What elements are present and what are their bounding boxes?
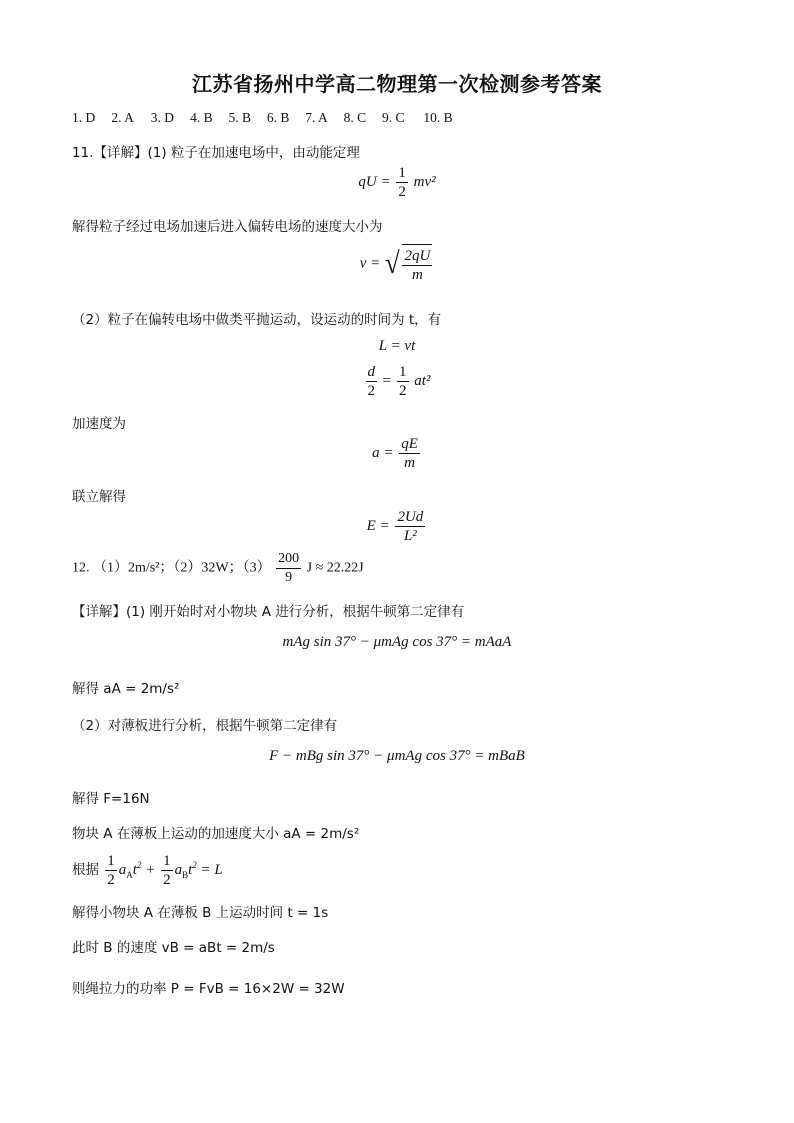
q11-eq3: L = vt <box>378 338 416 354</box>
answer-item: 2. A <box>111 110 134 125</box>
numerator: d <box>367 364 376 380</box>
denominator: 2 <box>398 184 406 200</box>
answer-item: 1. D <box>72 110 96 125</box>
fraction <box>395 508 425 545</box>
eq-rhs: mv² <box>413 173 436 190</box>
q12-heading <box>72 550 364 587</box>
sqrt-sign <box>384 244 434 284</box>
eq-lhs: qU = <box>358 173 391 190</box>
answer-item: 6. B <box>266 110 290 125</box>
denominator: 2 <box>399 383 407 399</box>
basis-equation: $\frac{1}{2}$ $a_At^2$ + $\frac{1}{2}$ $a_Bt^2 = L$ <box>107 853 223 888</box>
numerator: 1 <box>398 165 406 181</box>
numerator: 2Ud <box>397 509 424 525</box>
q12-power-text: 则绳拉力的功率 P = FvB = 16×2W = 32W <box>72 981 345 997</box>
eq-lhs: a = <box>372 444 394 461</box>
numerator: qE <box>401 436 418 452</box>
denominator: m <box>411 267 423 283</box>
eq-lhs: v = <box>359 255 381 272</box>
q12-basis <box>72 852 223 889</box>
numerator: 1 <box>163 853 171 869</box>
numerator: 2qU <box>404 248 431 264</box>
q12-answer-tail: J ≈ 22.22J <box>306 560 364 576</box>
q12-detail2: （2）对薄板进行分析，根据牛顿第二定律有 <box>72 718 338 734</box>
q12-eq1: mAg sin 37° − μmAg cos 37° = mAaA <box>282 634 512 650</box>
q12-speed-text: 此时 B 的速度 vB = aBt = 2m/s <box>72 940 275 956</box>
q11-text3: 加速度为 <box>72 416 126 432</box>
answer-item: 5. B <box>228 110 252 125</box>
answer-item: 9. C <box>382 110 405 125</box>
q11-eq5 <box>0 435 794 472</box>
numerator: 1 <box>399 364 407 380</box>
fraction <box>402 244 432 284</box>
fraction <box>366 363 378 400</box>
page-title: 江苏省扬州中学高二物理第一次检测参考答案 <box>192 72 602 96</box>
fraction <box>396 164 408 201</box>
q11-text2: 解得粒子经过电场加速后进入偏转电场的速度大小为 <box>72 219 383 235</box>
denominator: 2 <box>163 872 171 888</box>
q12-acc-text: 物块 A 在薄板上运动的加速度大小 aA = 2m/s² <box>72 826 360 842</box>
q11-text4: 联立解得 <box>72 489 126 505</box>
fraction <box>397 363 409 400</box>
basis-label: 根据 <box>72 861 99 878</box>
denominator: m <box>404 455 415 471</box>
basis-tail: = L <box>200 861 223 878</box>
q12-answers: 12. （1）2m/s²；（2）32W；（3） <box>72 560 271 576</box>
fraction <box>161 852 173 889</box>
equals-sign: = <box>382 372 392 389</box>
q11-part2: （2）粒子在偏转电场中做类平抛运动，设运动的时间为 t，有 <box>72 312 442 328</box>
q12-res1: 解得 aA = 2m/s² <box>72 681 180 697</box>
fraction <box>105 852 117 889</box>
q11-eq2 <box>0 244 794 284</box>
answer-list <box>72 110 463 126</box>
q11-intro: 11.【详解】(1) 粒子在加速电场中，由动能定理 <box>72 145 360 161</box>
q12-detail1: 【详解】(1) 刚开始时对小物块 A 进行分析，根据牛顿第二定律有 <box>72 604 465 620</box>
q12-res2: 解得 F=16N <box>72 791 150 807</box>
fraction <box>399 435 420 472</box>
denominator: 2 <box>107 872 115 888</box>
radical-icon: √ <box>384 247 400 280</box>
denominator: L² <box>403 528 417 544</box>
answer-item: 7. A <box>305 110 328 125</box>
q11-eq1 <box>0 164 794 201</box>
numerator: 200 <box>276 550 301 569</box>
denominator: 9 <box>285 570 293 585</box>
fraction <box>276 550 301 587</box>
numerator: 1 <box>107 853 115 869</box>
q12-eq2: F − mBg sin 37° − μmAg cos 37° = mBaB <box>269 748 525 764</box>
answer-item: 10. B <box>423 110 453 125</box>
eq-rhs: at² <box>414 372 431 389</box>
answer-item: 4. B <box>190 110 213 125</box>
answer-item: 3. D <box>150 110 174 125</box>
q12-time-text: 解得小物块 A 在薄板 B 上运动时间 t = 1s <box>72 905 329 921</box>
eq-lhs: E = <box>366 517 390 534</box>
q11-eq4 <box>0 363 794 400</box>
q11-eq6 <box>0 508 794 545</box>
answer-item: 8. C <box>343 110 367 125</box>
denominator: 2 <box>367 383 376 399</box>
